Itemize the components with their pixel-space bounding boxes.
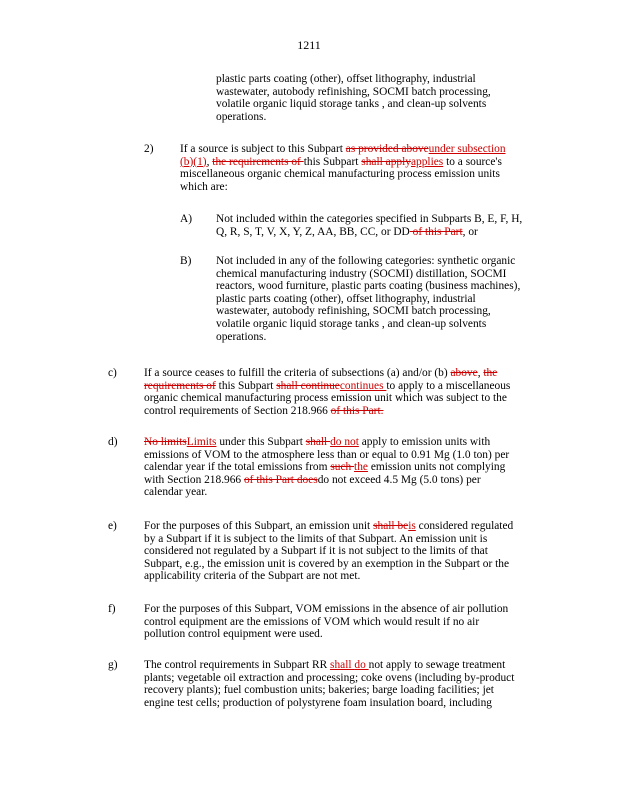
item-2-paragraph bbox=[180, 143, 506, 193]
deleted-text: shall be bbox=[373, 520, 409, 532]
inserted-text: applies bbox=[410, 155, 444, 168]
text-line: organic chemical manufacturing process emission unit which was subject to the bbox=[144, 392, 507, 405]
deleted-text: of this Part. bbox=[330, 404, 384, 417]
text-line: emissions of VOM to the atmosphere less than or equal to 0.91 Mg (1.0 ton) per bbox=[144, 448, 510, 461]
text-line: applicability criteria of the Subpart are not met. bbox=[144, 570, 361, 583]
item-label-f: f) bbox=[108, 603, 116, 615]
text-run: with Section 218.966 bbox=[144, 473, 244, 486]
inserted-text: (b)(1) bbox=[180, 155, 207, 168]
text-line: plants; vegetable oil extraction and processing; coke ovens (including by-product bbox=[144, 671, 515, 684]
text-line: operations. bbox=[216, 330, 267, 343]
text-line: Not included in any of the following categories: synthetic organic bbox=[216, 255, 516, 267]
text-run: control requirements of Section 218.966 bbox=[144, 404, 331, 417]
deleted-text: No limits bbox=[144, 436, 187, 448]
text-run: apply to emission units with bbox=[358, 436, 491, 448]
inserted-text: do bbox=[354, 659, 369, 671]
page-number: 1211 bbox=[297, 38, 321, 52]
item-label-g: g) bbox=[108, 659, 118, 671]
deleted-text: of this Part bbox=[409, 225, 463, 238]
deleted-text: of this Part does bbox=[243, 473, 318, 486]
deleted-text: as provided above bbox=[345, 143, 429, 155]
item-label-A: A) bbox=[180, 213, 193, 225]
inserted-text: is bbox=[408, 520, 416, 532]
item-g-paragraph bbox=[144, 659, 514, 709]
text-line: recovery plants); fuel combustion units; bakeries; barge loading facilities; jet bbox=[144, 684, 494, 697]
deleted-text: shall apply bbox=[361, 155, 411, 168]
text-run: to apply to a miscellaneous bbox=[386, 379, 511, 392]
inserted-text: shall bbox=[330, 659, 355, 671]
text-line: by a Subpart if it is subject to the limits of that Subpart. An emission unit is bbox=[144, 532, 488, 545]
continuation-paragraph bbox=[216, 73, 491, 123]
text-line: plastic parts coating (other), offset lithography, industrial bbox=[216, 292, 476, 305]
deleted-text: such bbox=[330, 461, 355, 474]
text-run: For the purposes of this Subpart, an emission unit bbox=[144, 520, 374, 532]
inserted-text: do not bbox=[330, 436, 359, 448]
item-e-paragraph bbox=[144, 520, 513, 583]
text-line: considered not regulated by a Subpart if it is not subject to the limits of that bbox=[144, 545, 488, 558]
text-line: control equipment are the emissions of VOM which would result if no air bbox=[144, 615, 480, 628]
item-label-e: e) bbox=[108, 520, 117, 532]
deleted-text: the bbox=[483, 367, 498, 379]
text-run: emission units not complying bbox=[367, 461, 506, 474]
text-run: calendar year if the total emissions from bbox=[144, 461, 331, 474]
deleted-text: requirements of bbox=[144, 379, 216, 392]
text-line: operations. bbox=[216, 110, 267, 123]
text-line: wastewater, autobody refinishing, SOCMI batch processing, bbox=[216, 85, 491, 98]
text-run: , or bbox=[462, 225, 478, 238]
text-run: The control requirements in Subpart RR bbox=[144, 659, 331, 671]
sub-A-paragraph bbox=[216, 213, 522, 238]
inserted-text: Limits bbox=[186, 436, 217, 448]
item-c-paragraph bbox=[144, 367, 510, 417]
inserted-text: continues bbox=[339, 379, 387, 392]
text-line: calendar year. bbox=[144, 486, 208, 499]
text-line: Not included within the categories specified in Subparts B, E, F, H, bbox=[216, 213, 523, 225]
text-line: miscellaneous organic chemical manufacturing process emission units bbox=[180, 168, 500, 181]
text-line: wastewater, autobody refinishing, SOCMI batch processing, bbox=[216, 305, 491, 318]
text-line: Subpart, e.g., the emission unit is covered by an exemption in the Subpart or the bbox=[144, 557, 510, 570]
text-line: For the purposes of this Subpart, VOM emissions in the absence of air pollution bbox=[144, 603, 509, 615]
inserted-text: the bbox=[354, 461, 368, 474]
item-f-paragraph bbox=[144, 603, 508, 641]
item-label-2: 2) bbox=[144, 143, 154, 155]
deleted-text: the requirements of bbox=[212, 155, 304, 168]
text-line: plastic parts coating (other), offset lithography, industrial bbox=[216, 73, 476, 85]
text-line: reactors, wood furniture, plastic parts coating (business machines), bbox=[216, 280, 521, 293]
deleted-text: shall continue bbox=[276, 379, 340, 392]
deleted-text: shall bbox=[305, 436, 331, 448]
inserted-text: under subsection bbox=[428, 143, 506, 155]
text-run: If a source is subject to this Subpart bbox=[180, 143, 346, 155]
text-run: Q, R, S, T, V, X, Y, Z, AA, BB, CC, or DD bbox=[216, 225, 410, 238]
text-run: considered regulated bbox=[415, 520, 514, 532]
text-run: this Subpart bbox=[303, 155, 362, 168]
text-run: not apply to sewage treatment bbox=[368, 659, 506, 671]
text-run: If a source ceases to fulfill the criteria of subsections (a) and/or (b) bbox=[144, 367, 451, 379]
text-line: chemical manufacturing industry (SOCMI) distillation, SOCMI bbox=[216, 267, 507, 280]
text-line: volatile organic liquid storage tanks , and clean-up solvents bbox=[216, 98, 487, 111]
text-run: do not exceed 4.5 Mg (5.0 tons) per bbox=[317, 473, 481, 486]
text-run: this Subpart bbox=[215, 379, 277, 392]
item-label-B: B) bbox=[180, 255, 192, 267]
item-label-c: c) bbox=[108, 367, 117, 379]
text-run: to a source's bbox=[443, 155, 502, 168]
text-run: , bbox=[206, 155, 213, 168]
sub-B-paragraph bbox=[216, 255, 520, 343]
deleted-text: above bbox=[450, 367, 478, 379]
text-line: pollution control equipment were used. bbox=[144, 628, 323, 641]
text-run: under this Subpart bbox=[216, 436, 306, 448]
text-run: , bbox=[477, 367, 484, 379]
text-line: volatile organic liquid storage tanks , and clean-up solvents bbox=[216, 317, 487, 330]
item-d-paragraph bbox=[144, 436, 509, 499]
text-line: engine test cells; production of polystyrene foam insulation board, including bbox=[144, 696, 492, 709]
item-label-d: d) bbox=[108, 436, 118, 448]
text-line: which are: bbox=[180, 180, 228, 193]
